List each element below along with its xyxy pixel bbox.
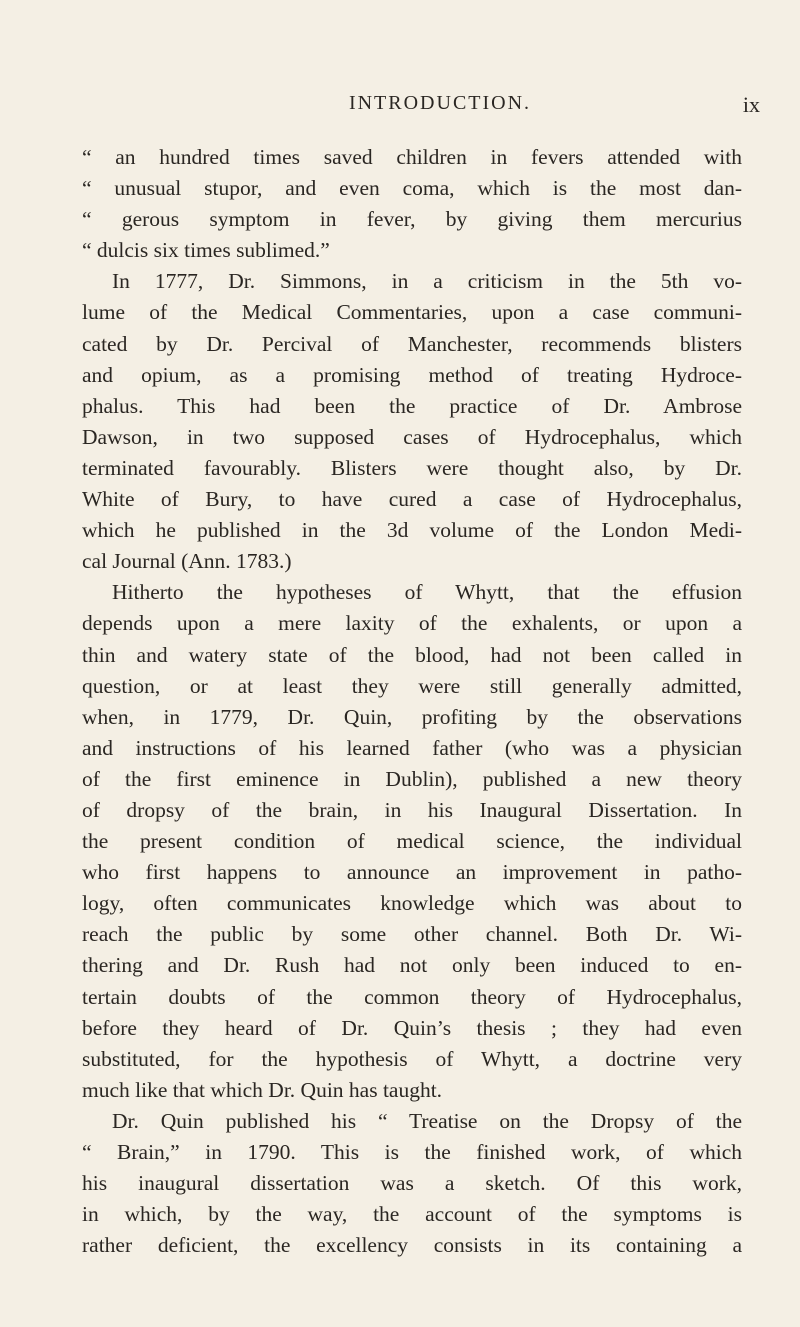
text-line: lume of the Medical Commentaries, upon a case communi-	[82, 300, 742, 325]
text-line: In 1777, Dr. Simmons, in a criticism in the 5th vo-	[112, 269, 742, 294]
text-line: and opium, as a promising method of treating Hydroce-	[82, 362, 742, 387]
text-line: much like that which Dr. Quin has taught.	[82, 1077, 443, 1102]
body-text	[82, 142, 742, 1261]
text-line: Dr. Quin published his “ Treatise on the Dropsy of the	[112, 1108, 742, 1133]
text-line: the present condition of medical science, the individual	[82, 829, 742, 854]
running-head	[110, 92, 770, 122]
paragraph	[82, 1106, 742, 1261]
text-line: substituted, for the hypothesis of Whytt, a doctrine very	[82, 1046, 742, 1071]
text-line: depends upon a mere laxity of the exhalents, or upon a	[82, 611, 742, 636]
text-line: cal Journal (Ann. 1783.)	[82, 549, 292, 574]
text-line: before they heard of Dr. Quin’s thesis ; they had even	[82, 1015, 742, 1040]
paragraph	[82, 266, 742, 577]
text-line: Dawson, in two supposed cases of Hydrocephalus, which	[82, 424, 742, 449]
text-line: reach the public by some other channel. Both Dr. Wi-	[82, 922, 742, 947]
text-line: who first happens to announce an improvement in patho-	[82, 860, 742, 885]
text-line: question, or at least they were still generally admitted,	[82, 673, 742, 698]
text-line: of dropsy of the brain, in his Inaugural Dissertation. In	[82, 797, 742, 822]
text-line: in which, by the way, the account of the symptoms is	[82, 1202, 742, 1227]
text-line: Hitherto the hypotheses of Whytt, that the effusion	[112, 580, 742, 605]
text-line: thering and Dr. Rush had not only been induced to en-	[82, 953, 742, 978]
text-line: logy, often communicates knowledge which was about to	[82, 891, 742, 916]
text-line: phalus. This had been the practice of Dr. Ambrose	[82, 393, 742, 418]
text-line: White of Bury, to have cured a case of Hydrocephalus,	[82, 487, 742, 512]
text-line: thin and watery state of the blood, had not been called in	[82, 642, 742, 667]
text-line: “ an hundred times saved children in fevers attended with	[82, 145, 742, 169]
quotation-paragraph	[82, 142, 742, 266]
text-line: rather deficient, the excellency consists in its containing a	[82, 1233, 742, 1258]
text-line: of the first eminence in Dublin), published a new theory	[82, 766, 742, 791]
paragraph	[82, 577, 742, 1106]
text-line: “ dulcis six times sublimed.”	[82, 238, 330, 263]
page-number: ix	[742, 92, 760, 117]
running-title: INTRODUCTION.	[348, 92, 532, 114]
text-line: and instructions of his learned father (who was a physician	[82, 735, 742, 760]
text-line: when, in 1779, Dr. Quin, profiting by the observations	[82, 704, 742, 729]
text-line: cated by Dr. Percival of Manchester, recommends blisters	[82, 331, 742, 356]
text-line: “ gerous symptom in fever, by giving them mercurius	[82, 207, 742, 232]
text-line: “ unusual stupor, and even coma, which is the most dan-	[82, 176, 742, 201]
text-line: tertain doubts of the common theory of Hydrocephalus,	[82, 984, 742, 1009]
text-line: terminated favourably. Blisters were thought also, by Dr.	[82, 455, 742, 480]
text-line: “ Brain,” in 1790. This is the finished work, of which	[82, 1140, 742, 1164]
text-line: which he published in the 3d volume of the London Medi-	[82, 518, 742, 543]
text-line: his inaugural dissertation was a sketch. Of this work,	[82, 1171, 742, 1196]
